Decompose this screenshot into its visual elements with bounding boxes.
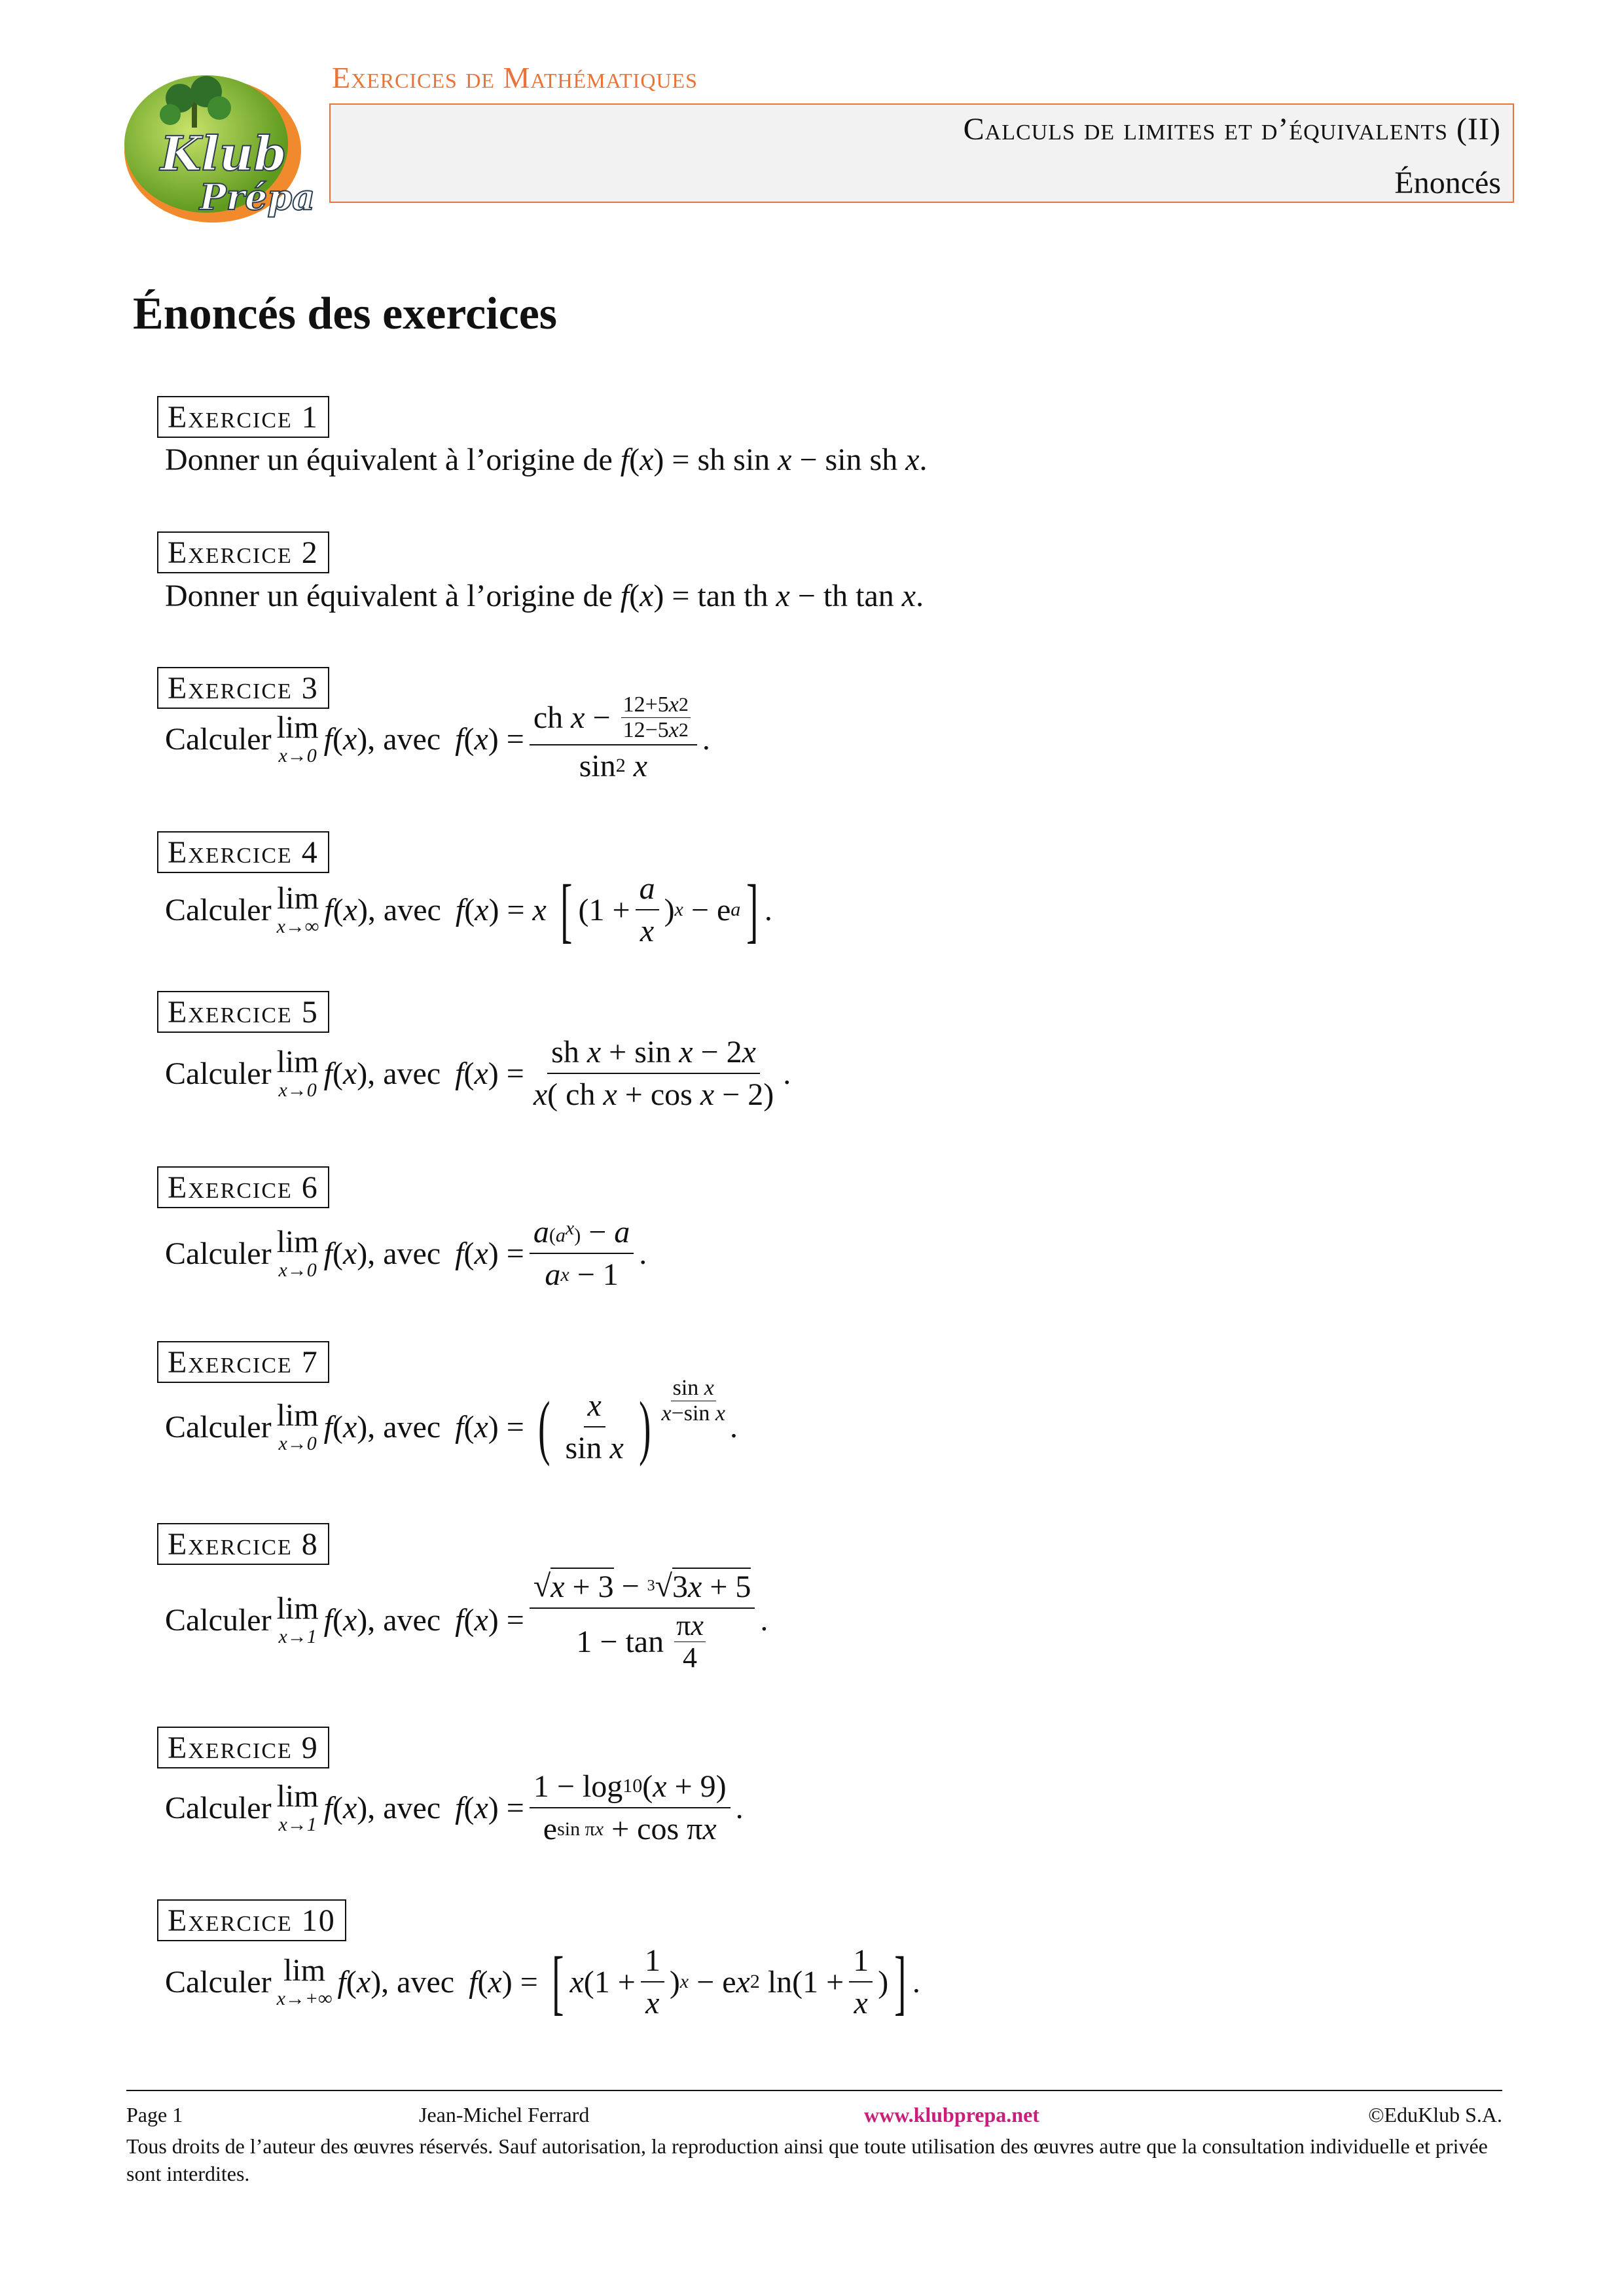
exercise-statement: Calculer lim x→0 f ( x ), avec f ( x ) = ( x sin x ) $\frac{\text{sin x}}{\text{x−sin x}}$ . xyxy=(165,1375,738,1467)
exercise-label: Exercice 5 xyxy=(157,991,329,1033)
exercise-statement: Calculer lim x→1 f ( x ), avec f ( x ) = √ x + 3 − 3 √ 3x + 5 1 − tan π x 4 . xyxy=(165,1569,768,1674)
exercise-statement: Calculer lim x→0 f ( x ), avec f ( x ) = sh x + sin x − 2 x x ( ch x + cos x − 2) . xyxy=(165,1035,791,1113)
author-name: Jean-Michel Ferrard xyxy=(419,2103,590,2126)
series-title: Exercices de Mathématiques xyxy=(332,61,698,94)
exercise-label: Exercice 1 xyxy=(157,396,329,438)
exercise-label: Exercice 6 xyxy=(157,1166,329,1208)
website-link[interactable]: www.klubprepa.net xyxy=(864,2103,1039,2126)
document-subtitle: Énoncés xyxy=(1394,166,1501,200)
klubprepa-logo xyxy=(115,62,317,226)
exercise-statement: Calculer lim x→0 f ( x ), avec f ( x ) = a $(a^x)$ − a a x − 1 . xyxy=(165,1215,647,1293)
exercise-statement: Calculer lim x→1 f ( x ), avec f ( x ) = 1 − log 10 ( x + 9) e sin πx + cos π x . xyxy=(165,1769,744,1847)
exercise-label: Exercice 9 xyxy=(157,1727,329,1768)
svg-text:Prépa: Prépa xyxy=(200,176,316,218)
exercise-statement: Donner un équivalent à l’origine de f ( x ) = tan th x − th tan x . xyxy=(165,579,924,613)
footer-rule xyxy=(126,2090,1502,2091)
exercise-statement: Calculer lim x→∞ f ( x ), avec f ( x ) = x [ (1 + $\frac{a}{x}$ ) x − e a ] . xyxy=(165,870,772,950)
exercise-statement: Calculer lim x→+∞ f ( x ), avec f ( x ) = [ x (1 + $\frac{1}{x}$ ) x − e x 2 ln(1 + $\frac{1}{x}$ ) ] . xyxy=(165,1942,920,2022)
page-heading: Énoncés des exercices xyxy=(133,289,558,339)
exercise-label: Exercice 7 xyxy=(157,1341,329,1383)
exercise-label: Exercice 4 xyxy=(157,831,329,873)
exercise-statement: Calculer lim x→0 f ( x ), avec f ( x ) = ch x − 12+5 x 2 12−5 x 2 sin 2 x . xyxy=(165,692,710,783)
svg-text:Klub: Klub xyxy=(160,126,287,181)
document-title: Calculs de limites et d’équivalents (II) xyxy=(963,112,1501,147)
rights-notice: Tous droits de l’auteur des œuvres réservés. Sauf autorisation, la reproduction ainsi que toute utilisation des œuvres autre que la consultation individuelle et privée sont interdites. xyxy=(126,2134,1488,2185)
page-number: Page 1 xyxy=(126,2103,183,2126)
copyright: ©EduKlub S.A. xyxy=(1368,2103,1502,2126)
exercise-label: Exercice 8 xyxy=(157,1523,329,1565)
document-header xyxy=(329,103,1514,203)
exercise-label: Exercice 10 xyxy=(157,1899,346,1941)
exercise-label: Exercice 3 xyxy=(157,667,329,709)
exercise-label: Exercice 2 xyxy=(157,531,329,573)
exercise-statement: Donner un équivalent à l’origine de f ( x ) = sh sin x − sin sh x . xyxy=(165,442,928,477)
